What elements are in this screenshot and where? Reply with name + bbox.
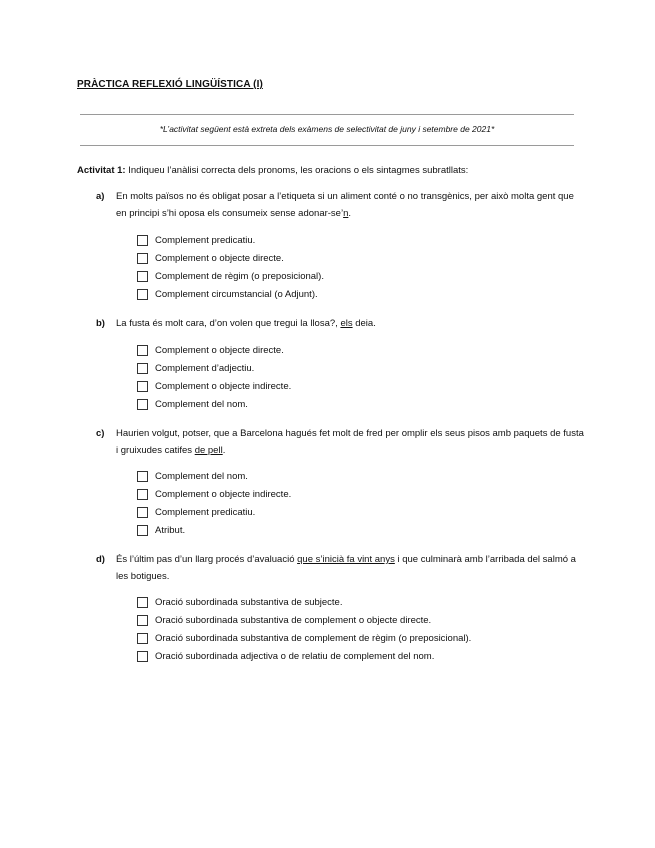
option-label: Complement de règim (o preposicional). xyxy=(155,271,324,282)
checkbox[interactable] xyxy=(137,399,148,410)
option-label: Complement predicatiu. xyxy=(155,235,256,246)
source-note: *L’activitat següent està extreta dels exàmens de selectivitat de juny i setembre de 2021* xyxy=(159,124,495,134)
question-text-part: En molts països no és obligat posar a l’etiqueta si un aliment conté o no transgènics, per això molta gent que en principi s’hi oposa els consumeix sense adonar-se’ xyxy=(116,191,574,219)
option-label: Complement circumstancial (o Adjunt). xyxy=(155,289,318,300)
activity-label: Activitat 1: xyxy=(77,165,126,176)
checkbox[interactable] xyxy=(137,597,148,608)
note-bottom-rule xyxy=(80,145,574,146)
option-label: Complement del nom. xyxy=(155,471,248,482)
question-text-part: És l’últim pas d’un llarg procés d’avaluació xyxy=(116,554,298,565)
page-title: PRÀCTICA REFLEXIÓ LINGÜÍSTICA (I) xyxy=(77,79,263,90)
option-label: Complement d’adjectiu. xyxy=(155,363,255,374)
checkbox[interactable] xyxy=(137,235,148,246)
underlined-segment: els xyxy=(340,318,353,329)
checkbox[interactable] xyxy=(137,289,148,300)
checkbox[interactable] xyxy=(137,381,148,392)
question-text xyxy=(116,188,586,222)
question-text-part: La fusta és molt cara, d’on volen que tregui la llosa?, xyxy=(116,318,341,329)
option-label: Complement o objecte indirecte. xyxy=(155,381,292,392)
activity-heading xyxy=(77,165,468,176)
checkbox[interactable] xyxy=(137,253,148,264)
checkbox[interactable] xyxy=(137,489,148,500)
underlined-segment: que s’inicià fa vint anys xyxy=(297,554,395,565)
checkbox[interactable] xyxy=(137,633,148,644)
underlined-segment: de pell xyxy=(194,445,223,456)
checkbox[interactable] xyxy=(137,615,148,626)
checkbox[interactable] xyxy=(137,471,148,482)
checkbox[interactable] xyxy=(137,507,148,518)
underlined-segment: n xyxy=(343,208,349,219)
option-label: Complement o objecte directe. xyxy=(155,345,284,356)
question-text-part: . xyxy=(222,445,226,456)
question-text xyxy=(116,315,586,332)
option-label: Complement o objecte directe. xyxy=(155,253,284,264)
checkbox[interactable] xyxy=(137,363,148,374)
question-label: d) xyxy=(96,554,105,565)
option-label: Oració subordinada substantiva de complement de règim (o preposicional). xyxy=(155,633,472,644)
question-text-part: deia. xyxy=(352,318,376,329)
option-label: Oració subordinada substantiva de subjecte. xyxy=(155,597,343,608)
checkbox[interactable] xyxy=(137,271,148,282)
question-text-part: Haurien volgut, potser, que a Barcelona hagués fet molt de fred per omplir els seus pisos amb paquets de fusta i gruixudes catifes xyxy=(116,428,584,456)
activity-instruction: Indiqueu l’anàlisi correcta dels pronoms, les oracions o els sintagmes subratllats: xyxy=(125,165,469,176)
option-label: Oració subordinada adjectiva o de relatiu de complement del nom. xyxy=(155,651,435,662)
checkbox[interactable] xyxy=(137,525,148,536)
option-label: Atribut. xyxy=(155,525,186,536)
question-text-part: i que culminarà amb l’arribada del salmó a les botigues. xyxy=(116,554,576,582)
option-label: Complement del nom. xyxy=(155,399,248,410)
question-text xyxy=(116,425,586,459)
question-label: c) xyxy=(96,428,105,439)
question-label: b) xyxy=(96,318,105,329)
question-label: a) xyxy=(96,191,105,202)
question-text-part: . xyxy=(348,208,352,219)
option-label: Oració subordinada substantiva de complement o objecte directe. xyxy=(155,615,432,626)
option-label: Complement predicatiu. xyxy=(155,507,256,518)
question-text xyxy=(116,551,586,585)
note-top-rule xyxy=(80,114,574,115)
checkbox[interactable] xyxy=(137,651,148,662)
checkbox[interactable] xyxy=(137,345,148,356)
option-label: Complement o objecte indirecte. xyxy=(155,489,292,500)
